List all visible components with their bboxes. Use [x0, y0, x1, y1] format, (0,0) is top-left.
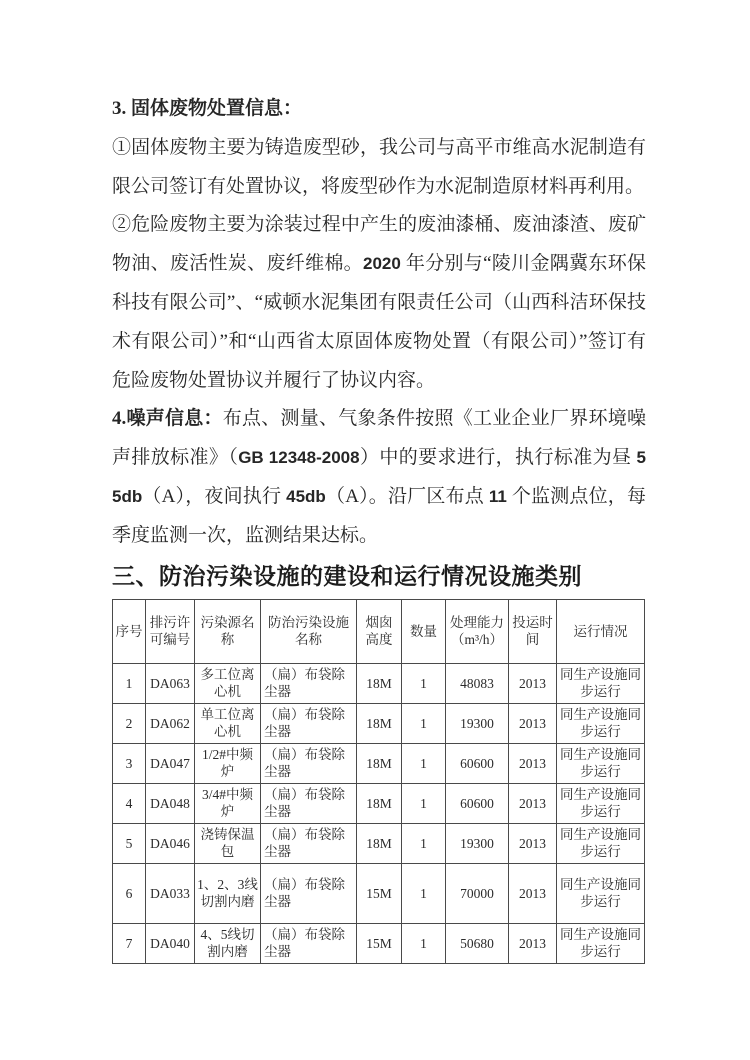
- text-segment: 4.噪声信息：: [112, 408, 223, 430]
- table-cell: 15M: [357, 863, 402, 923]
- table-cell: DA062: [146, 703, 195, 743]
- table-cell: 1: [402, 663, 446, 703]
- text-segment: ）中的要求进行，执行标准为昼: [359, 447, 637, 469]
- table-cell: 18M: [357, 663, 402, 703]
- text-segment: 布点、测量、气象条件按照《工业企业厂界环境噪声排放标准》（: [112, 408, 646, 469]
- text-segment: 11: [488, 486, 507, 506]
- table-cell: DA033: [146, 863, 195, 923]
- table-row: [113, 823, 645, 863]
- table-cell: 同生产设施同步运行: [557, 923, 645, 963]
- table-cell: 1: [402, 703, 446, 743]
- table-row: [113, 663, 645, 703]
- table-row: [113, 703, 645, 743]
- table-cell: 1: [402, 863, 446, 923]
- table-cell: DA046: [146, 823, 195, 863]
- table-cell: 同生产设施同步运行: [557, 663, 645, 703]
- table-row: [113, 923, 645, 963]
- table-cell: 6: [113, 863, 146, 923]
- table-cell: 2013: [509, 743, 557, 783]
- table-row: [113, 863, 645, 923]
- text-segment: 45db: [286, 486, 326, 506]
- table-cell: 19300: [446, 703, 509, 743]
- table-cell: （扁）布袋除尘器: [261, 703, 357, 743]
- table-cell: 1/2#中频炉: [195, 743, 261, 783]
- table-cell: 70000: [446, 863, 509, 923]
- table-cell: 1: [402, 923, 446, 963]
- solid-waste-item-1: [112, 129, 646, 207]
- table-header-cell: 烟囱高度: [357, 599, 402, 663]
- table-cell: （扁）布袋除尘器: [261, 863, 357, 923]
- table-cell: 1、2、3线切割内磨: [195, 863, 261, 923]
- table-cell: 多工位离心机: [195, 663, 261, 703]
- table-cell: DA047: [146, 743, 195, 783]
- table-header-cell: 污染源名称: [195, 599, 261, 663]
- table-header-cell: 数量: [402, 599, 446, 663]
- table-cell: 1: [113, 663, 146, 703]
- table-cell: 同生产设施同步运行: [557, 823, 645, 863]
- table-cell: 18M: [357, 703, 402, 743]
- table-cell: 2013: [509, 923, 557, 963]
- table-cell: （扁）布袋除尘器: [261, 783, 357, 823]
- table-cell: （扁）布袋除尘器: [261, 823, 357, 863]
- document-content: [112, 90, 646, 964]
- section-heading: 三、防治污染设施的建设和运行情况设施类别: [112, 562, 582, 589]
- table-cell: 60600: [446, 783, 509, 823]
- solid-waste-disposal-heading: [112, 90, 646, 129]
- table-cell: 15M: [357, 923, 402, 963]
- table-cell: （扁）布袋除尘器: [261, 663, 357, 703]
- table-header-cell: 序号: [113, 599, 146, 663]
- table-cell: 4、5线切割内磨: [195, 923, 261, 963]
- facilities-table-head: [113, 599, 645, 663]
- text-segment: 3. 固体废物处置信息：: [112, 98, 303, 119]
- table-header-cell: 处理能力（m³/h）: [446, 599, 509, 663]
- table-cell: 2013: [509, 663, 557, 703]
- table-cell: DA063: [146, 663, 195, 703]
- table-cell: 同生产设施同步运行: [557, 863, 645, 923]
- table-cell: 3: [113, 743, 146, 783]
- hazardous-waste-item-2: [112, 206, 646, 400]
- facilities-table: [112, 599, 645, 964]
- table-cell: 同生产设施同步运行: [557, 743, 645, 783]
- table-cell: （扁）布袋除尘器: [261, 923, 357, 963]
- table-header-cell: 防治污染设施名称: [261, 599, 357, 663]
- text-segment: 2020: [363, 254, 401, 274]
- facilities-table-body: [113, 663, 645, 963]
- text-segment: 年分别与“陵川金隅冀东环保科技有限公司”、“威顿水泥集团有限责任公司（山西科洁环保技术有限公司）”和“山西省太原固体废物处置（有限公司）”签订有危险废物处置协议并履行了协议内容。: [112, 253, 646, 391]
- table-cell: 18M: [357, 743, 402, 783]
- table-cell: 7: [113, 923, 146, 963]
- table-cell: 48083: [446, 663, 509, 703]
- table-header-row: [113, 599, 645, 663]
- table-cell: 单工位离心机: [195, 703, 261, 743]
- table-cell: 2013: [509, 783, 557, 823]
- table-header-cell: 运行情况: [557, 599, 645, 663]
- table-cell: 4: [113, 783, 146, 823]
- text-segment: 个监测点位，每季度监测一次，监测结果达标。: [112, 485, 646, 546]
- table-cell: 同生产设施同步运行: [557, 703, 645, 743]
- table-cell: DA040: [146, 923, 195, 963]
- table-row: [113, 783, 645, 823]
- table-cell: 同生产设施同步运行: [557, 783, 645, 823]
- table-cell: 3/4#中频炉: [195, 783, 261, 823]
- text-segment: ①固体废物主要为铸造废型砂，我公司与高平市维高水泥制造有限公司签订有处置协议，将废型砂作为水泥制造原材料再利用。: [112, 136, 646, 197]
- noise-info-paragraph: [112, 400, 646, 555]
- table-cell: 19300: [446, 823, 509, 863]
- table-row: [113, 743, 645, 783]
- table-cell: 50680: [446, 923, 509, 963]
- text-segment: ②危险废物主要为涂装过程中产生的废油漆桶、废油漆渣、废矿物油、废活性炭、废纤维棉。: [112, 214, 646, 275]
- table-header-cell: 投运时间: [509, 599, 557, 663]
- table-cell: 2: [113, 703, 146, 743]
- text-segment: （A）。沿厂区布点: [325, 485, 489, 507]
- text-segment: GB 12348-2008: [238, 448, 360, 468]
- table-cell: 1: [402, 783, 446, 823]
- table-cell: 60600: [446, 743, 509, 783]
- table-cell: 18M: [357, 783, 402, 823]
- table-header-cell: 排污许可编号: [146, 599, 195, 663]
- table-cell: 1: [402, 823, 446, 863]
- table-cell: （扁）布袋除尘器: [261, 743, 357, 783]
- table-cell: DA048: [146, 783, 195, 823]
- table-cell: 2013: [509, 703, 557, 743]
- table-cell: 2013: [509, 863, 557, 923]
- table-cell: 5: [113, 823, 146, 863]
- text-segment: 55db: [112, 448, 646, 506]
- table-cell: 18M: [357, 823, 402, 863]
- table-cell: 1: [402, 743, 446, 783]
- table-cell: 浇铸保温包: [195, 823, 261, 863]
- text-segment: （A），夜间执行: [142, 485, 287, 507]
- table-cell: 2013: [509, 823, 557, 863]
